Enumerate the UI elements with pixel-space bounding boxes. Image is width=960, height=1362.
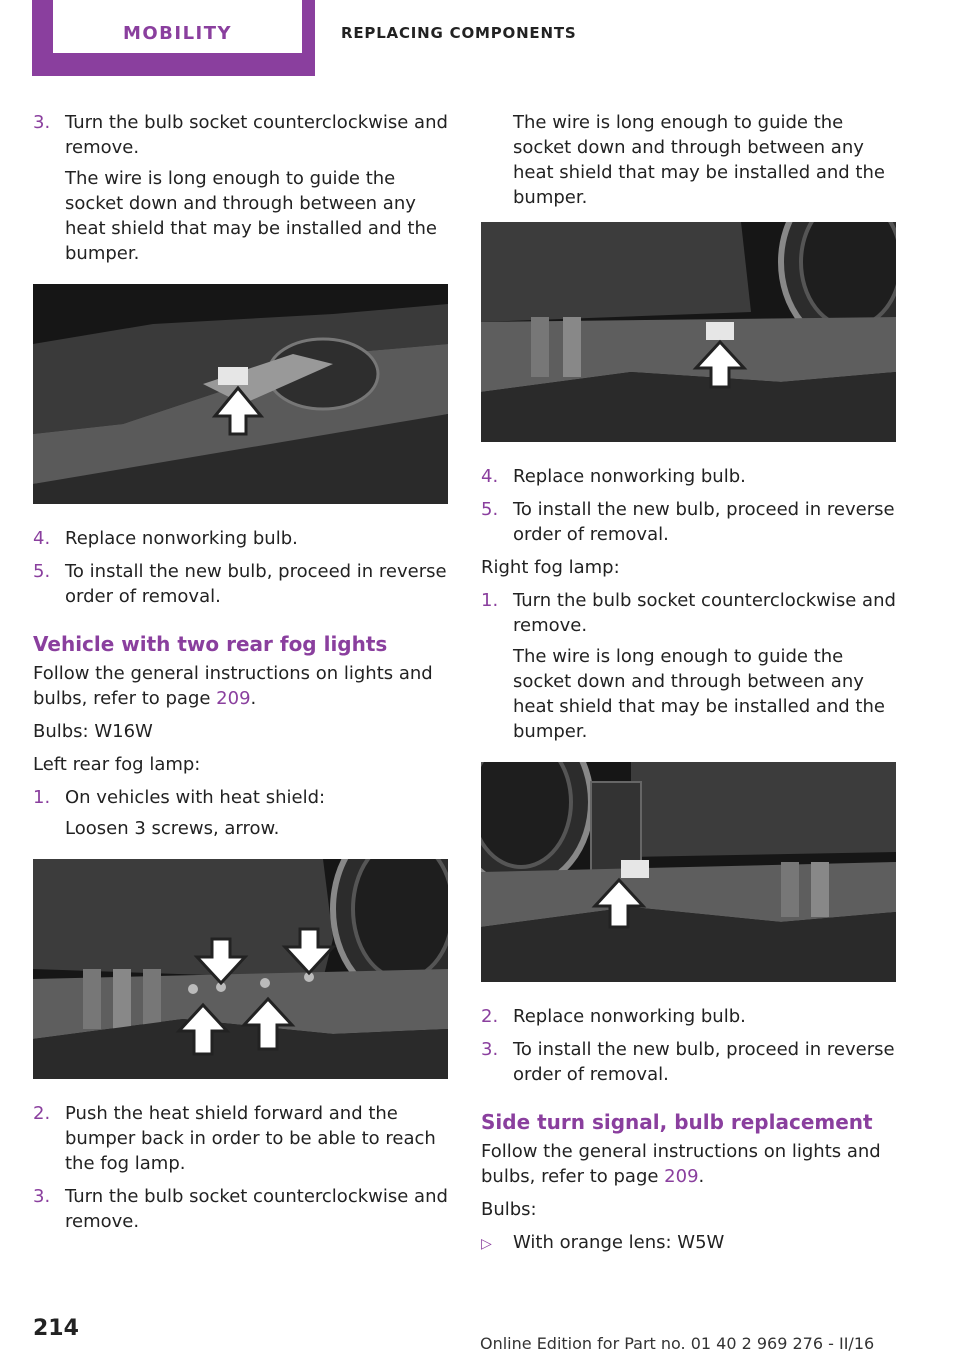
step-text: To install the new bulb, proceed in reverse order of removal.: [65, 561, 447, 607]
page-link[interactable]: 209: [664, 1166, 699, 1187]
step-number: 2.: [481, 1006, 499, 1027]
step-number: 5.: [481, 499, 499, 520]
step-text: To install the new bulb, proceed in reverse order of removal.: [513, 1039, 895, 1085]
list-item: [481, 464, 896, 489]
list-item: [481, 588, 896, 744]
header-tab: [32, 0, 315, 76]
list-item: [481, 1004, 896, 1029]
step-text: Replace nonworking bulb.: [513, 1006, 746, 1027]
header-tab-label: MOBILITY: [53, 0, 302, 53]
step-number: 4.: [33, 528, 51, 549]
step-number: 4.: [481, 466, 499, 487]
step-text: Turn the bulb socket counterclockwise and remove.: [65, 112, 448, 158]
lamp-label: Right fog lamp:: [481, 557, 620, 578]
step-text: Push the heat shield forward and the bumper back in order to be able to reach the fog lamp.: [65, 1103, 436, 1174]
header-section-title: REPLACING COMPONENTS: [341, 24, 577, 42]
list-item: [33, 785, 448, 841]
page-link[interactable]: 209: [216, 688, 251, 709]
photo-bulb-socket: [33, 284, 448, 504]
step-text: To install the new bulb, proceed in reverse order of removal.: [513, 499, 895, 545]
list-item: [33, 1101, 448, 1176]
intro-text: Follow the general instructions on lights and bulbs, refer to page 209.: [481, 1141, 881, 1187]
step-text: Turn the bulb socket counterclockwise and remove.: [65, 1186, 448, 1232]
bulbs-text: Bulbs: W16W: [33, 721, 153, 742]
triangle-bullet-icon: ▷: [481, 1236, 492, 1252]
step-number: 5.: [33, 561, 51, 582]
bullet-text: With orange lens: W5W: [513, 1232, 725, 1253]
step-note: Loosen 3 screws, arrow.: [65, 818, 280, 839]
step-number: 3.: [33, 1186, 51, 1207]
list-item: [481, 1037, 896, 1087]
intro-text: Follow the general instructions on lights and bulbs, refer to page 209.: [33, 663, 433, 709]
photo-right-fog-lamp-socket: [481, 762, 896, 982]
footer-edition: Online Edition for Part no. 01 40 2 969 276 - II/16: [480, 1334, 875, 1353]
list-item: [33, 110, 448, 266]
lamp-label: Left rear fog lamp:: [33, 754, 201, 775]
step-number: 3.: [481, 1039, 499, 1060]
step-text: Turn the bulb socket counterclockwise and remove.: [513, 590, 896, 636]
step-text: Replace nonworking bulb.: [65, 528, 298, 549]
bulbs-text: Bulbs:: [481, 1199, 537, 1220]
photo-heat-shield-screws: [33, 859, 448, 1079]
page-number: 214: [33, 1316, 79, 1341]
step-number: 1.: [33, 787, 51, 808]
section-heading: Vehicle with two rear fog lights: [33, 632, 388, 656]
step-text: On vehicles with heat shield:: [65, 787, 326, 808]
list-item: [33, 526, 448, 551]
step-number: 2.: [33, 1103, 51, 1124]
section-heading: Side turn signal, bulb replacement: [481, 1110, 873, 1134]
photo-left-fog-lamp-socket: [481, 222, 896, 442]
right-column: [481, 110, 896, 1263]
step-note: The wire is long enough to guide the socket down and through between any heat shield that may be installed and the bumper.: [513, 112, 885, 208]
step-number: 3.: [33, 112, 51, 133]
left-column: [33, 110, 448, 1242]
list-item: [33, 1184, 448, 1234]
step-text: Replace nonworking bulb.: [513, 466, 746, 487]
step-number: 1.: [481, 590, 499, 611]
step-note: The wire is long enough to guide the socket down and through between any heat shield that may be installed and the bumper.: [65, 168, 437, 264]
step-note: The wire is long enough to guide the socket down and through between any heat shield that may be installed and the bumper.: [513, 646, 885, 742]
list-item: [481, 1230, 896, 1255]
list-item: [33, 559, 448, 609]
list-item: [481, 497, 896, 547]
